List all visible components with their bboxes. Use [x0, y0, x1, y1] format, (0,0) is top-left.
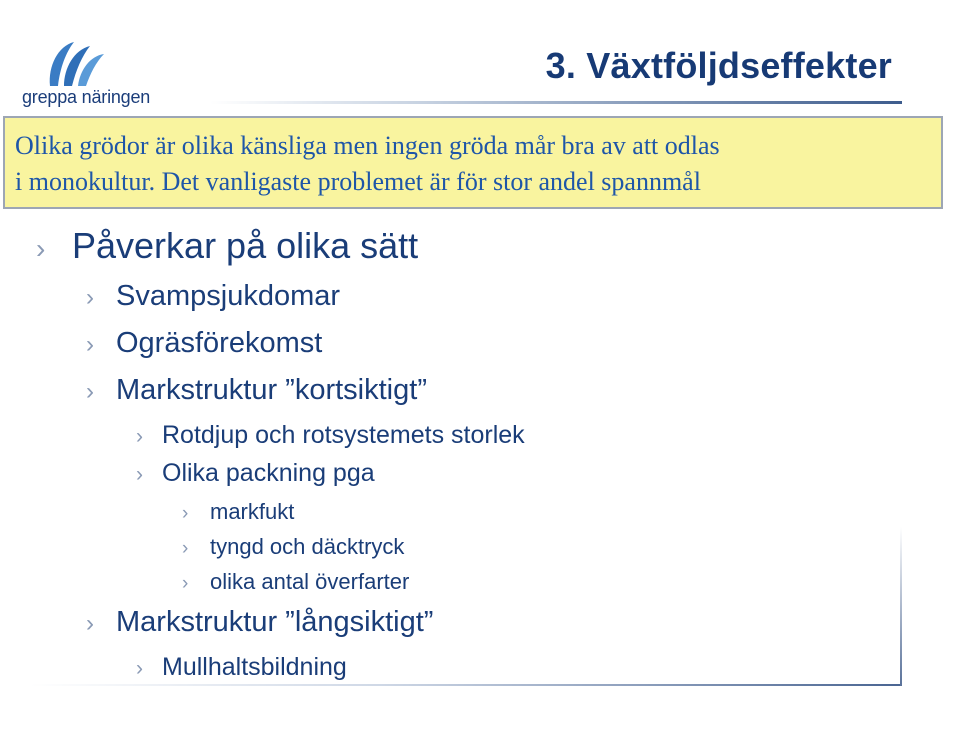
- bullet-text: Markstruktur ”kortsiktigt”: [116, 374, 427, 406]
- bullet-markfukt: [182, 499, 294, 525]
- logo-mark-icon: [44, 36, 110, 92]
- highlight-line-1: Olika grödor är olika känsliga men ingen gröda mår bra av att odlas: [15, 131, 720, 160]
- bullet-chevron-icon: ›: [86, 284, 94, 311]
- bullet-mullhaltsbildning: [136, 653, 347, 682]
- bullet-chevron-icon: ›: [182, 503, 189, 524]
- bullet-text: tyngd och däcktryck: [210, 534, 405, 559]
- footer-vertical-divider: [900, 527, 902, 686]
- bullet-olika-packning: [136, 459, 375, 488]
- page-title: 3. Växtföljdseffekter: [545, 45, 892, 86]
- bullet-ograsforekomst: [86, 327, 322, 360]
- greppa-naringen-logo: [22, 36, 162, 112]
- bullet-markstruktur-lang: [86, 606, 433, 639]
- bullet-chevron-icon: ›: [86, 331, 94, 358]
- bullet-chevron-icon: ›: [136, 463, 143, 486]
- bullet-text: Markstruktur ”långsiktigt”: [116, 606, 434, 638]
- title-divider: [210, 101, 902, 104]
- bullet-chevron-icon: ›: [182, 573, 189, 594]
- bullet-chevron-icon: ›: [86, 610, 94, 637]
- bullet-chevron-icon: ›: [36, 233, 46, 264]
- bullet-text: Rotdjup och rotsystemets storlek: [162, 421, 525, 449]
- bullet-text: Olika packning pga: [162, 459, 375, 487]
- highlight-box: [3, 116, 943, 209]
- bullet-chevron-icon: ›: [136, 657, 143, 680]
- bullet-text: Mullhaltsbildning: [162, 653, 347, 681]
- bullet-text: Påverkar på olika sätt: [72, 225, 419, 266]
- bullet-tyngd: [182, 534, 404, 560]
- bullet-chevron-icon: ›: [86, 378, 94, 405]
- bullet-text: Svampsjukdomar: [116, 280, 341, 312]
- bullet-chevron-icon: ›: [182, 538, 189, 559]
- footer-divider: [30, 684, 902, 686]
- highlight-line-2: i monokultur. Det vanligaste problemet är för stor andel spannmål: [15, 167, 701, 196]
- bullet-overfarter: [182, 569, 409, 595]
- bullet-chevron-icon: ›: [136, 425, 143, 448]
- bullet-text: Ogräsförekomst: [116, 327, 323, 359]
- bullet-markstruktur-kort: [86, 374, 427, 407]
- logo-text: greppa näringen: [22, 87, 151, 107]
- bullet-paverkar: [36, 225, 418, 267]
- bullet-rotdjup: [136, 421, 525, 450]
- bullet-text: markfukt: [210, 499, 295, 524]
- bullet-text: olika antal överfarter: [210, 569, 410, 594]
- bullet-svampsjukdomar: [86, 280, 340, 313]
